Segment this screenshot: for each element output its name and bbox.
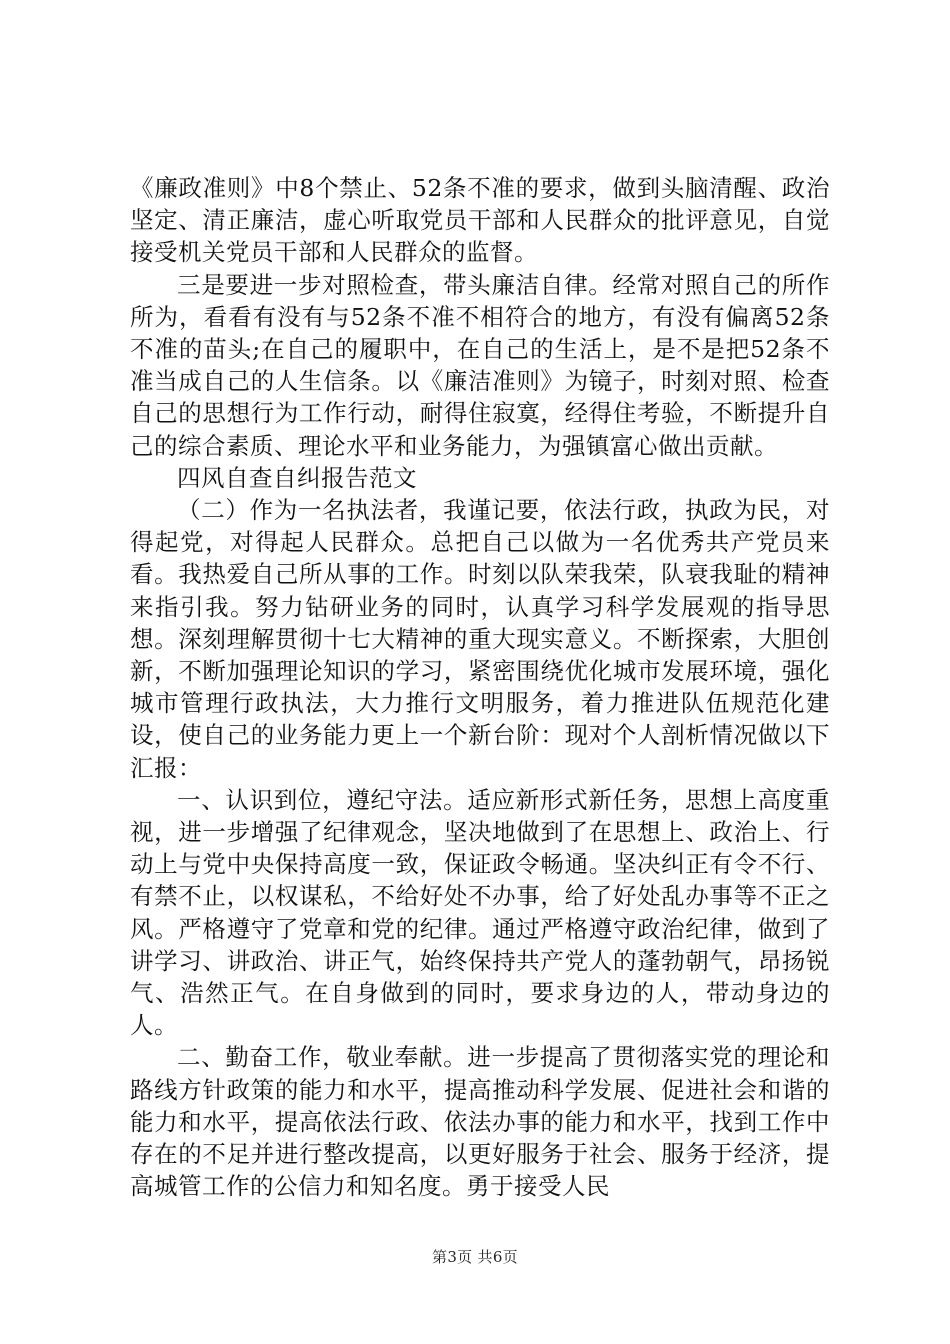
paragraph-3: （二）作为一名执法者，我谨记要，依法行政，执政为民，对得起党，对得起人民群众。总把自己以做为一名优秀共产党员来看。我热爱自己所从事的工作。时刻以队荣我荣，队衰我耻的精神来指引我。努力钻研业务的同时，认真学习科学发展观的指导思想。深刻理解贯彻十七大精神的重大现实意义。不断探索，大胆创新，不断加强理论知识的学习，紧密围绕优化城市发展环境，强化城市管理行政执法，大力推行文明服务，着力推进队伍规范化建设，使自己的业务能力更上一个新台阶：现对个人剖析情况做以下汇报： [130,496,830,782]
document-body [130,172,830,1203]
paragraph-2: 三是要进一步对照检查，带头廉洁自律。经常对照自己的所作所为，看看有没有与52条不准不相符合的地方，有没有偏离52条不准的苗头;在自己的履职中，在自己的生活上，是不是把52条不准当成自己的人生信条。以《廉洁准则》为镜子，时刻对照、检查自己的思想行为工作行动，耐得住寂寞，经得住考验，不断提升自己的综合素质、理论水平和业务能力，为强镇富心做出贡献。 [130,270,830,460]
paragraph-1: 《廉政准则》中8个禁止、52条不准的要求，做到头脑清醒、政治坚定、清正廉洁，虚心听取党员干部和人民群众的批评意见，自觉接受机关党员干部和人民群众的监督。 [130,174,830,267]
paragraph-5: 二、勤奋工作，敬业奉献。进一步提高了贯彻落实党的理论和路线方针政策的能力和水平，提高推动科学发展、促进社会和谐的能力和水平，提高依法行政、依法办事的能力和水平，找到工作中存在的不足并进行整改提高，以更好服务于社会、服务于经济，提高城管工作的公信力和知名度。勇于接受人民 [130,1043,830,1201]
page-number: 第3页 共6页 [432,1248,518,1266]
section-heading: 四风自查自纠报告范文 [177,463,417,492]
paragraph-4: 一、认识到位，遵纪守法。适应新形式新任务，思想上高度重视，进一步增强了纪律观念，坚决地做到了在思想上、政治上、行动上与党中央保持高度一致，保证政令畅通。坚决纠正有令不行、有禁不止，以权谋私，不给好处不办事，给了好处乱办事等不正之风。严格遵守了党章和党的纪律。通过严格遵守政治纪律，做到了讲学习、讲政治、讲正气，始终保持共产党人的蓬勃朝气，昂扬锐气、浩然正气。在自身做到的同时，要求身边的人，带动身边的人。 [130,785,830,1040]
